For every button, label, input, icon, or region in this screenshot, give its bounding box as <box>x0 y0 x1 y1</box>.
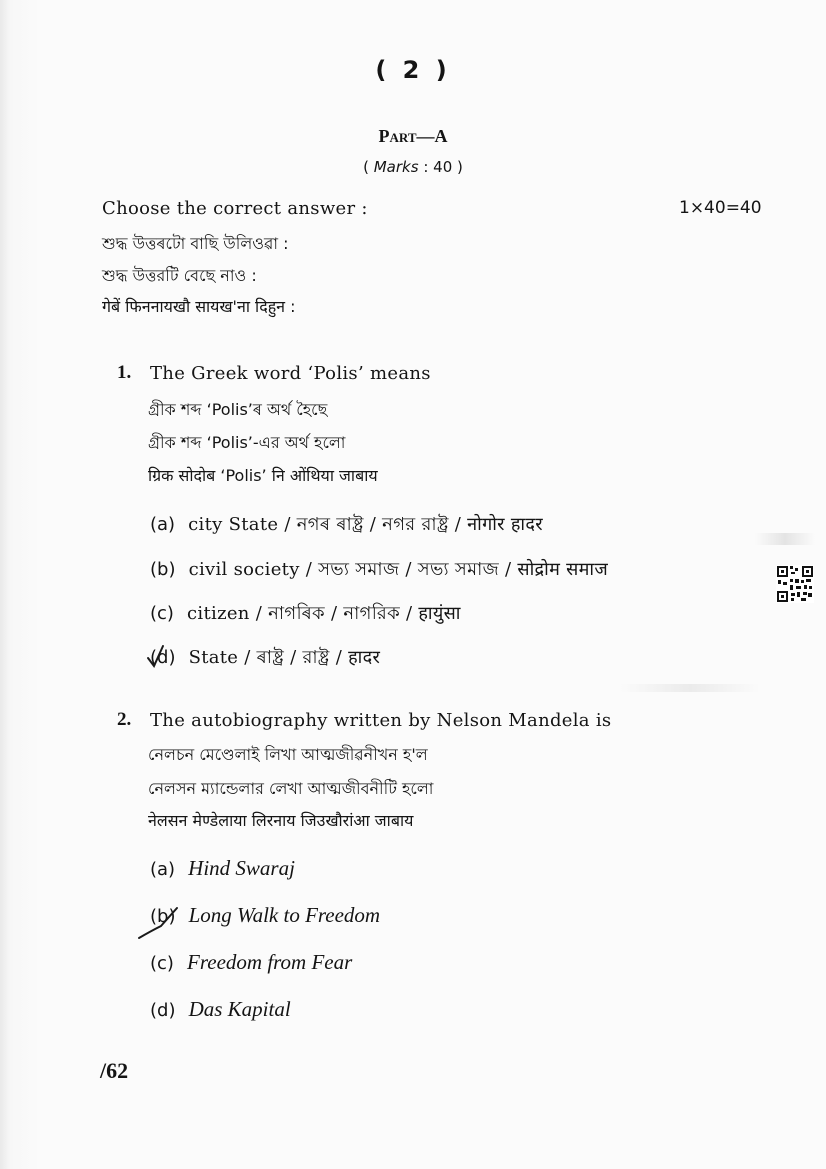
question-2-option-a[interactable] <box>150 856 295 881</box>
page-footer-code: /62 <box>100 1058 129 1083</box>
instruction-assamese: শুদ্ধ উত্তৰটো বাছি উলিওৱা : <box>102 234 289 253</box>
option-text: civil society / সভ্য সমাজ / সভ্য সমাজ / सोद्रोम समाज <box>188 559 609 580</box>
question-2-bodo: नेलसन मेण्डेलाया लिरनाय जिउखौरांआ जाबाय <box>148 811 414 830</box>
marks-line: ( Marks : 40 ) <box>363 158 463 176</box>
option-label: (a) <box>150 859 176 880</box>
option-label: (b) <box>150 559 176 580</box>
option-label: (c) <box>150 953 174 974</box>
question-1-option-d[interactable] <box>150 643 380 674</box>
part-title: Part—A <box>378 126 448 146</box>
score-total: 1×40=40 <box>679 198 762 218</box>
question-2-bengali: নেলসন ম্যান্ডেলার লেখা আত্মজীবনীটি হলো <box>148 779 434 798</box>
instruction-bengali: শুদ্ধ উত্তরটি বেছে নাও : <box>102 266 257 285</box>
option-text: Freedom from Fear <box>187 950 353 974</box>
question-1-option-b[interactable] <box>150 555 608 586</box>
question-2-assamese: নেলচন মেণ্ডেলাই লিখা আত্মজীৱনীখন হ'ল <box>148 745 428 764</box>
question-2-number: 2. <box>117 709 132 730</box>
qr-code-icon <box>776 565 814 603</box>
show-through-smudge <box>755 533 815 545</box>
question-1-bengali: গ্রীক শব্দ ‘Polis’-এর অর্থ হলো <box>148 433 346 452</box>
question-1-english: The Greek word ‘Polis’ means <box>150 363 431 384</box>
question-1-bodo: ग्रिक सोदोब ‘Polis’ नि ओंथिया जाबाय <box>148 466 378 485</box>
pen-tick-mark-icon <box>137 904 181 942</box>
question-1-assamese: গ্ৰীক শব্দ ‘Polis’ৰ অৰ্থ হৈছে <box>148 400 328 419</box>
option-text: citizen / নাগৰিক / নাগরিক / हायुंसा <box>187 603 461 624</box>
option-label: (d) <box>150 1000 176 1021</box>
question-2-option-c[interactable] <box>150 950 352 975</box>
option-label: (c) <box>150 603 174 624</box>
question-2-option-b[interactable] <box>150 903 380 928</box>
instruction-english: Choose the correct answer : <box>102 198 368 219</box>
marks-value: : 40 <box>423 158 453 176</box>
question-1-number: 1. <box>117 362 132 383</box>
question-1-option-a[interactable] <box>150 510 543 541</box>
page-number: ( 2 ) <box>375 56 451 84</box>
option-text: State / ৰাষ্ট্ৰ / রাষ্ট্র / हादर <box>188 647 381 668</box>
option-text: city State / নগৰ ৰাষ্ট্ৰ / নগর রাষ্ট্র / नोगोर हादर <box>188 514 543 535</box>
option-text: Long Walk to Freedom <box>188 903 381 927</box>
pen-tick-mark-icon <box>146 644 166 668</box>
option-text: Das Kapital <box>188 997 291 1021</box>
option-label: (b) <box>150 906 176 927</box>
marks-label: Marks <box>373 158 419 176</box>
instruction-bodo: गेबें फिननायखौ सायख'ना दिहुन : <box>102 297 296 316</box>
question-2-option-d[interactable] <box>150 997 291 1022</box>
show-through-smudge <box>620 684 760 692</box>
option-text: Hind Swaraj <box>188 856 295 880</box>
option-label: (a) <box>150 514 176 535</box>
question-2-english: The autobiography written by Nelson Mandela is <box>150 710 612 731</box>
question-1-option-c[interactable] <box>150 599 461 630</box>
option-label: (d) <box>150 647 176 668</box>
